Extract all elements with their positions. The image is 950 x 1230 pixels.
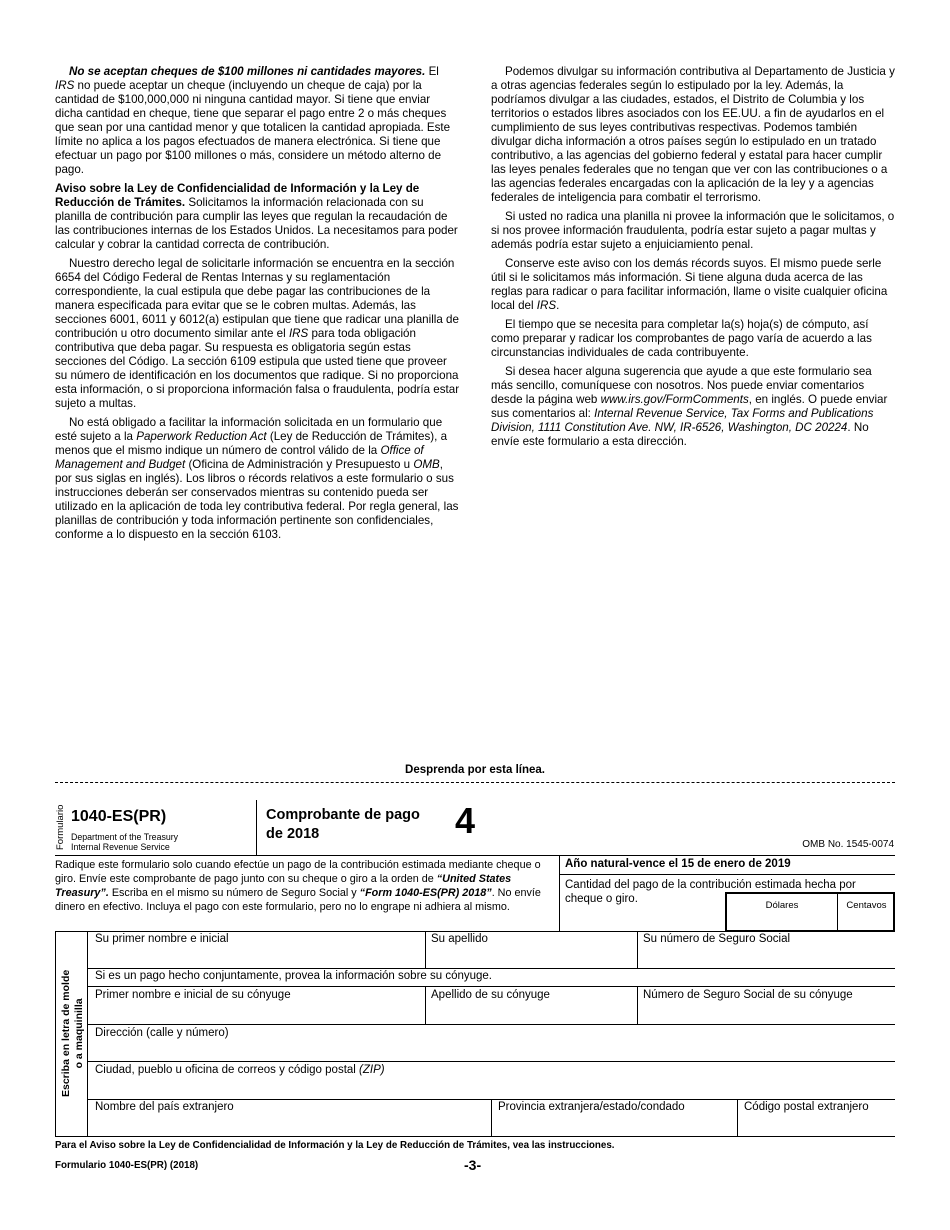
time-paragraph: El tiempo que se necesita para completar la(s) hoja(s) de cómputo, así como preparar y radicar los comprobantes de pago varía de acuerdo a las circunstancias individuales de cada contribuyente. xyxy=(491,318,872,359)
row3-rule xyxy=(87,1061,895,1062)
paperwork-paragraph: No está obligado a facilitar la información solicitada en un formulario que esté sujeto a la Paperwork Reduction Act (Ley de Reducción de Trámites), a menos que el mismo indique un número de control válido de la Office of Management and Budget (Oficina de Administración y Presupuesto u OMB, por sus siglas en inglés). Los libros o récords relativos a este formulario o sus instrucciones deberán ser conservados mientras su contenido pueda ser utilizado en la aplicación de toda ley contributiva federal. Por regla general, las planillas de contribución y toda información pertinente son confidenciales, conforme a lo dispuesto en la sección 6103. xyxy=(55,416,459,541)
address-field[interactable]: Dirección (calle y número) xyxy=(95,1027,229,1039)
joint-rule xyxy=(87,986,895,987)
payment-amount-box[interactable] xyxy=(725,892,895,932)
instructions-divider xyxy=(559,855,560,932)
ssn-field[interactable]: Su número de Seguro Social xyxy=(643,933,791,945)
detach-label: Desprenda por esta línea. xyxy=(405,764,545,776)
spouse-last-name-field[interactable]: Apellido de su cónyuge xyxy=(431,989,550,1001)
cents-label: Centavos xyxy=(846,900,887,911)
department-text: Department of the Treasury Internal Revenue Service xyxy=(71,832,179,852)
side-box-left xyxy=(55,931,56,1136)
year-due-date: Año natural-vence el 15 de enero de 2019 xyxy=(565,858,791,870)
print-or-type-label: Escriba en letra de molde o a maquinilla xyxy=(60,969,85,1097)
left-column xyxy=(55,65,460,547)
voucher-instructions: Radique este formulario solo cuando efectúe un pago de la contribución estimada mediante cheque o giro. Envíe este comprobante de pago junto con su cheque o giro a la orden de “United States Treasury”. Escriba en el mismo su número de Seguro Social y “Form 1040-ES(PR) 2018”. No envíe dinero en efectivo. Incluya el pago con este formulario, pero no lo engrape ni adhiera al mismo. xyxy=(55,859,541,913)
year-rule xyxy=(559,874,895,875)
irs-address: Internal Revenue Service, Tax Forms and Publications Division, 1111 Constitution Ave. NW, IR-6526, Washington, DC 20224 xyxy=(491,407,874,434)
check-limit-heading: No se aceptan cheques de $100 millones ni cantidades mayores. xyxy=(69,65,426,78)
dollars-label: Dólares xyxy=(765,900,799,911)
voucher-title: Comprobante de pago de 2018 xyxy=(266,807,420,842)
check-limit-paragraph: No se aceptan cheques de $100 millones ni cantidades mayores. El IRS no puede aceptar un cheque (incluyendo un cheque de caja) por la cantidad de $100,000,000 ni ninguna cantidad mayor. Si tiene que enviar dicha cantidad en cheque, tiene que separar el pago entre 2 o más cheques que sean por una cantidad menor y que totalicen la cantidad apropiada. Este límite no aplica a los pagos efectuados de manera electrónica. Si tiene que efectuar un pago por $100 millones o más, considere un método alterno de pago. xyxy=(55,65,451,176)
row2-divider-a xyxy=(425,986,426,1024)
header-divider xyxy=(256,800,257,855)
city-zip-field[interactable]: Ciudad, pueblo u oficina de correos y código postal (ZIP) xyxy=(95,1064,385,1076)
header-bottom-rule xyxy=(55,855,895,856)
spouse-first-name-field[interactable]: Primer nombre e inicial de su cónyuge xyxy=(95,989,291,1001)
row1-rule xyxy=(87,968,895,969)
row1-divider-a xyxy=(425,931,426,968)
keep-notice-paragraph: Conserve este aviso con los demás récords suyos. El mismo puede serle útil si le solicitamos más información. Si tiene alguna duda acerca de las reglas para radicar o para facilitar información, llame o visite cualquier oficina local del IRS. xyxy=(491,257,888,312)
row5-divider-b xyxy=(737,1099,738,1136)
fields-bottom-rule xyxy=(55,1136,895,1137)
joint-payment-note: Si es un pago hecho conjuntamente, provea la información sobre su cónyuge. xyxy=(95,970,493,982)
disclosure-paragraph: Podemos divulgar su información contributiva al Departamento de Justicia y a otras agencias federales según lo estipulado por la ley. Además, la podríamos divulgar a las ciudades, estados, el Distrito de Columbia y los territorios o estados libres asociados con los EE.UU. a fin de ayudarlos en el cumplimiento de sus leyes contributivas respectivas. Podemos también divulgar dicha información a otros países según lo estipulado en un tratado contributivo, a las agencias del gobierno federal y estatal para hacer cumplir las leyes penales federales que no tengan que ver con las contribuciones o a las agencias federales encargadas con la aplicación de la ley y a agencias federales de inteligencia para combatir el terrorismo. xyxy=(491,65,895,204)
row2-divider-b xyxy=(637,986,638,1024)
page-number: -3- xyxy=(464,1157,482,1173)
spouse-ssn-field[interactable]: Número de Seguro Social de su cónyuge xyxy=(643,989,853,1001)
privacy-act-paragraph: Aviso sobre la Ley de Confidencialidad de Información y la Ley de Reducción de Trámites. Solicitamos la información relacionada con su planilla de contribución para cumplir las leyes que regulan la recaudación de las contribuciones internas de los Estados Unidos. La necesitamos para poder calcular y cobrar la cantidad correcta de contribución. xyxy=(55,182,458,251)
foreign-province-field[interactable]: Provincia extranjera/estado/condado xyxy=(498,1101,685,1113)
voucher-number: 4 xyxy=(455,800,476,841)
suggestions-paragraph: Si desea hacer alguna sugerencia que ayude a que este formulario sea más sencillo, comuníquese con nosotros. Nos puede enviar comentarios desde la página web www.irs.gov/FormComments, en inglés. O puede enviar sus comentarios al: Internal Revenue Service, Tax Forms and Publications Division, 1111 Constitution Ave. NW, IR-6526, Washington, DC 20224. No envíe este formulario a esta dirección. xyxy=(491,365,888,448)
row2-rule xyxy=(87,1024,895,1025)
penalty-paragraph: Si usted no radica una planilla ni provee la información que le solicitamos, o si nos provee información fraudulenta, podría estar sujeto a pagar multas y además podría estar sujeto a enjuiciamiento penal. xyxy=(491,210,895,251)
first-name-field[interactable]: Su primer nombre e inicial xyxy=(95,933,229,945)
row1-divider-b xyxy=(637,931,638,968)
privacy-footer-note: Para el Aviso sobre la Ley de Confidencialidad de Información y la Ley de Reducción de Trámites, vea las instrucciones. xyxy=(55,1140,615,1151)
foreign-postal-field[interactable]: Código postal extranjero xyxy=(744,1101,869,1113)
form-label-vertical: Formulario xyxy=(55,804,66,850)
comments-link[interactable]: www.irs.gov/FormComments xyxy=(600,393,749,406)
footer-form-name: Formulario 1040-ES(PR) (2018) xyxy=(55,1160,199,1171)
detach-dashed-line xyxy=(55,782,895,783)
amount-label: Cantidad del pago de la contribución estimada hecha por cheque o giro. xyxy=(565,879,856,905)
side-box-right xyxy=(87,931,88,1136)
form-number: 1040-ES(PR) xyxy=(71,808,167,825)
legal-right-paragraph: Nuestro derecho legal de solicitarle información se encuentra en la sección 6654 del Código Federal de Rentas Internas y su reglamentación correspondiente, la cual estipula que debe pagar las contribuciones de la manera especificada para evitar que se le cobren multas. Además, las secciones 6001, 6011 y 6012(a) estipulan que tiene que radicar una planilla de contribución u otro documento similar ante el IRS para toda obligación contributiva que deba pagar. Su respuesta es obligatoria según estas secciones del Código. La sección 6109 estipula que usted tiene que proveer su número de identificación en los documentos que radique. Si no proporciona esta información, o si proporciona información falsa o fraudulenta, podría estar sujeto a multas. xyxy=(55,257,460,410)
omb-number: OMB No. 1545-0074 xyxy=(802,839,894,850)
right-column xyxy=(491,65,896,454)
privacy-act-heading: Aviso sobre la Ley de Confidencialidad de Información y la Ley de Reducción de Trámites. xyxy=(55,182,420,209)
foreign-country-field[interactable]: Nombre del país extranjero xyxy=(95,1101,234,1113)
last-name-field[interactable]: Su apellido xyxy=(431,933,488,945)
row5-divider-a xyxy=(491,1099,492,1136)
fields-top-rule xyxy=(55,931,895,932)
